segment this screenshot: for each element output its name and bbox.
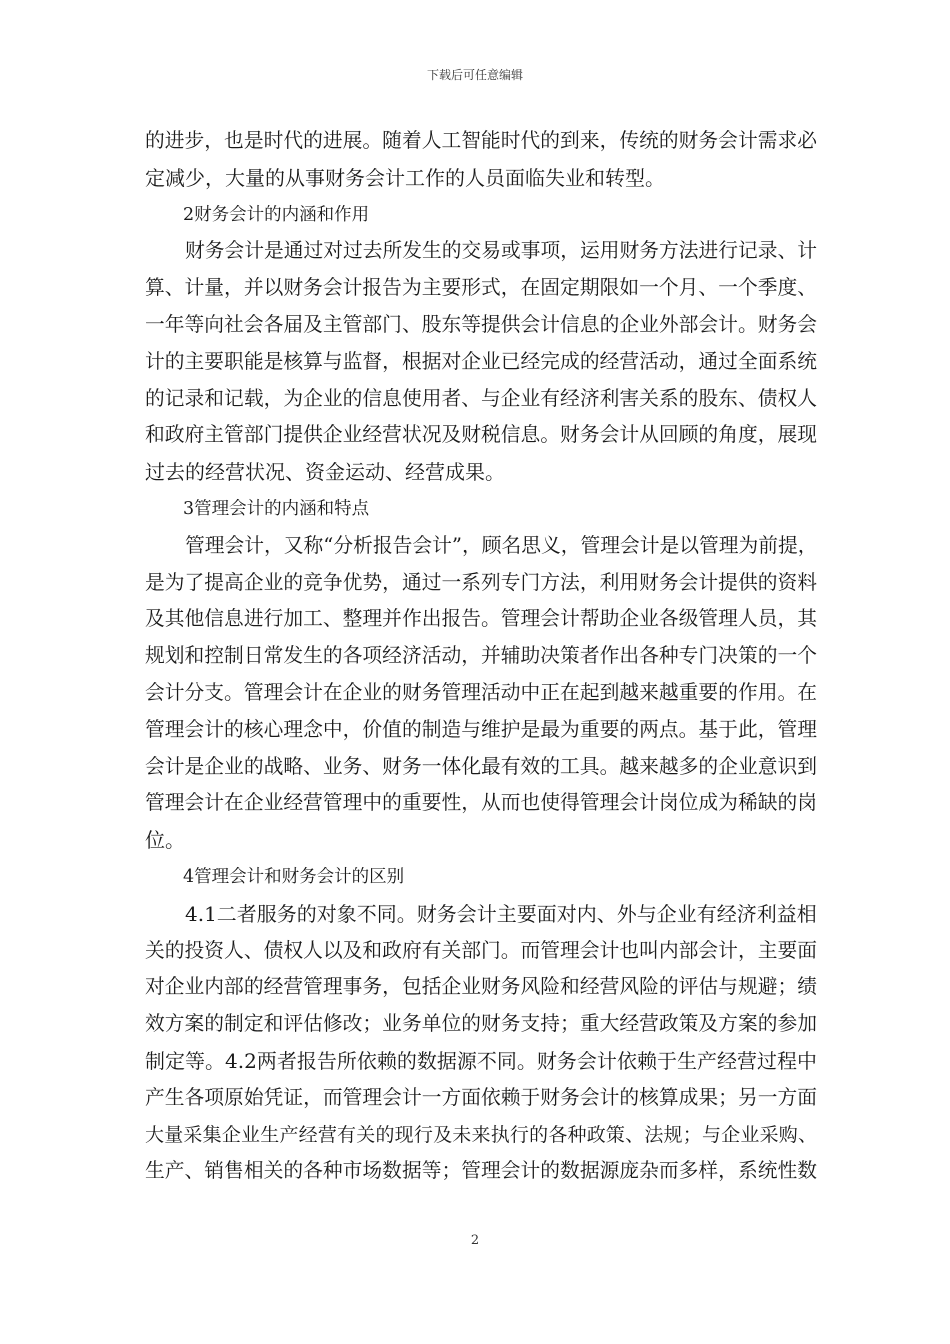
text-line: 制定等。4.2两者报告所依赖的数据源不同。财务会计依赖于生产经营过程中 <box>145 1048 817 1073</box>
text-line: 管理会计的核心理念中，价值的制造与维护是最为重要的两点。基于此，管理 <box>145 717 817 741</box>
text-line: 效方案的制定和评估修改；业务单位的财务支持；重大经营政策及方案的参加 <box>145 1012 817 1036</box>
text-line: 和政府主管部门提供企业经营状况及财税信息。财务会计从回顾的角度，展现 <box>145 423 817 447</box>
text-line: 位。 <box>145 828 185 853</box>
text-line: 4.1二者服务的对象不同。财务会计主要面对内、外与企业有经济利益相 <box>185 901 817 926</box>
text-line: 一年等向社会各届及主管部门、股东等提供会计信息的企业外部会计。财务会 <box>145 312 817 336</box>
text-line: 管理会计，又称“分析报告会计”，顾名思义，管理会计是以管理为前提， <box>185 533 818 557</box>
text-line: 定减少，大量的从事财务会计工作的人员面临失业和转型。 <box>145 165 665 190</box>
text-line: 财务会计是通过对过去所发生的交易或事项，运用财务方法进行记录、计 <box>185 239 818 263</box>
section-heading: 2财务会计的内涵和作用 <box>183 204 370 225</box>
text-line: 过去的经营状况、资金运动、经营成果。 <box>145 460 505 485</box>
text-line: 计的主要职能是核算与监督，根据对企业已经完成的经营活动，通过全面系统 <box>145 349 817 373</box>
text-line: 关的投资人、债权人以及和政府有关部门。而管理会计也叫内部会计，主要面 <box>145 938 817 962</box>
document-body <box>145 123 817 1190</box>
text-line: 的记录和记载，为企业的信息使用者、与企业有经济利害关系的股东、债权人 <box>145 386 817 410</box>
text-line: 是为了提高企业的竞争优势，通过一系列专门方法，利用财务会计提供的资料 <box>145 570 817 594</box>
text-line: 生产、销售相关的各种市场数据等；管理会计的数据源庞杂而多样，系统性数 <box>145 1159 817 1183</box>
text-line: 大量采集企业生产经营有关的现行及未来执行的各种政策、法规；与企业采购、 <box>145 1123 817 1146</box>
section-heading: 4管理会计和财务会计的区别 <box>183 866 405 887</box>
text-line: 算、计量，并以财务会计报告为主要形式，在固定期限如一个月、一个季度、 <box>145 276 817 300</box>
page-number: 2 <box>470 1233 480 1248</box>
page-header: 下载后可任意编辑 <box>426 68 523 82</box>
text-line: 会计分支。管理会计在企业的财务管理活动中正在起到越来越重要的作用。在 <box>145 680 817 704</box>
text-line: 会计是企业的战略、业务、财务一体化最有效的工具。越来越多的企业意识到 <box>145 754 817 778</box>
text-line: 对企业内部的经营管理事务，包括企业财务风险和经营风险的评估与规避；绩 <box>145 975 817 999</box>
text-line: 及其他信息进行加工、整理并作出报告。管理会计帮助企业各级管理人员，其 <box>145 607 817 631</box>
text-line: 规划和控制日常发生的各项经济活动，并辅助决策者作出各种专门决策的一个 <box>145 644 817 668</box>
section-heading: 3管理会计的内涵和特点 <box>183 498 370 519</box>
text-line: 管理会计在企业经营管理中的重要性，从而也使得管理会计岗位成为稀缺的岗 <box>145 791 817 815</box>
text-line: 产生各项原始凭证，而管理会计一方面依赖于财务会计的核算成果；另一方面 <box>145 1085 817 1109</box>
text-line: 的进步，也是时代的进展。随着人工智能时代的到来，传统的财务会计需求必 <box>145 129 817 152</box>
